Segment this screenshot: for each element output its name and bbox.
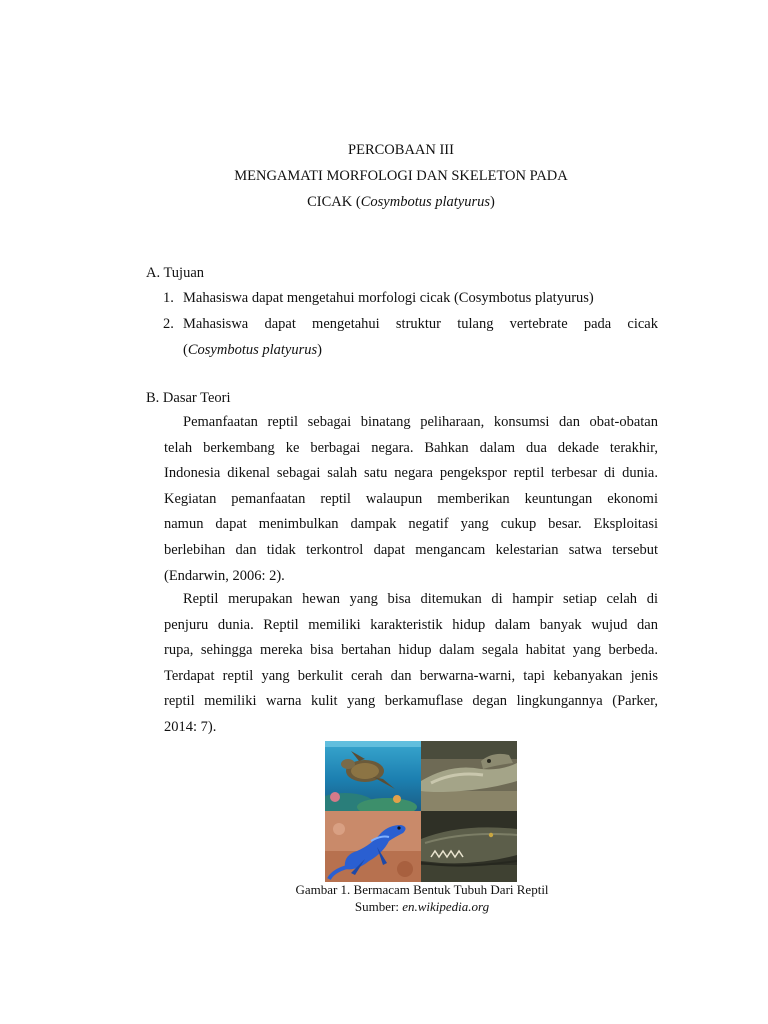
section-b-heading: B. Dasar Teori <box>146 390 231 406</box>
source-link-text: en.wikipedia.org <box>402 899 490 914</box>
reptile-figure <box>325 741 517 882</box>
objectives-list <box>163 285 658 363</box>
paragraph-line: Indonesia dikenal sebagai salah satu negara pengekspor reptil terbesar di dunia. <box>164 465 658 482</box>
paragraph-line: penjuru dunia. Reptil memiliki karakteristik hidup dalam banyak wujud dan <box>164 616 658 633</box>
paren-open: ( <box>183 342 188 358</box>
list-number: 2. <box>163 316 174 332</box>
crocodile-head-image <box>421 811 517 882</box>
paragraph-line: Kegiatan pemanfaatan reptil walaupun memberikan keuntungan ekonomi <box>164 490 658 507</box>
blue-lizard-image <box>325 811 421 882</box>
title-species: Cosymbotus platyurus <box>360 194 491 210</box>
paragraph-line: (Endarwin, 2006: 2). <box>164 567 285 584</box>
paragraph-line: namun dapat menimbulkan dampak negatif yang cukup besar. Eksploitasi <box>164 516 658 533</box>
paragraph-2 <box>164 587 658 741</box>
source-prefix: Sumber: <box>354 899 403 914</box>
list-text: Mahasiswa dapat mengetahui morfologi cicak (Cosymbotus platyurus) <box>183 290 594 306</box>
figure-caption: Gambar 1. Bermacam Bentuk Tubuh Dari Reptil <box>295 882 549 897</box>
list-text-line <box>183 337 658 363</box>
list-number: 1. <box>163 290 174 306</box>
title-line-1: PERCOBAAN III <box>348 142 454 158</box>
crocodile-lying-image <box>421 741 517 811</box>
list-item <box>163 311 658 363</box>
paragraph-line: telah berkembang ke berbagai negara. Bahkan dalam dua dekade terakhir, <box>164 439 658 456</box>
title-line-3-suffix: ) <box>490 194 495 210</box>
paren-close: ) <box>317 342 322 358</box>
paragraph-line: Pemanfaatan reptil sebagai binatang peliharaan, konsumsi dan obat-obatan <box>183 414 658 430</box>
species-name: Cosymbotus platyurus <box>187 342 318 358</box>
paragraph-line: berlebihan dan tidak terkontrol dapat mengancam kelestarian satwa tersebut <box>164 541 658 558</box>
title-line-2: MENGAMATI MORFOLOGI DAN SKELETON PADA <box>234 168 568 184</box>
sea-turtle-image <box>325 741 421 811</box>
paragraph-1 <box>164 410 658 589</box>
paragraph-line: reptil memiliki warna kulit yang berkamuflase degan lingkungannya (Parker, <box>164 693 658 710</box>
document-title <box>0 137 768 215</box>
paragraph-line: Terdapat reptil yang berkulit cerah dan berwarna-warni, tapi kebanyakan jenis <box>164 667 658 684</box>
paragraph-line: 2014: 7). <box>164 718 217 735</box>
figure-source <box>0 899 768 915</box>
paragraph-line: Reptil merupakan hewan yang bisa ditemukan di hampir setiap celah di <box>183 591 658 607</box>
section-a-heading: A. Tujuan <box>146 265 205 281</box>
title-line-3-prefix: CICAK ( <box>307 194 361 210</box>
list-item <box>163 285 658 311</box>
list-text-line: Mahasiswa dapat mengetahui struktur tulang vertebrate pada cicak <box>183 316 658 332</box>
paragraph-line: rupa, sehingga mereka bisa bertahan hidup dalam segala habitat yang berbeda. <box>164 642 658 659</box>
title-line-3 <box>0 189 768 215</box>
list-text <box>183 311 658 363</box>
